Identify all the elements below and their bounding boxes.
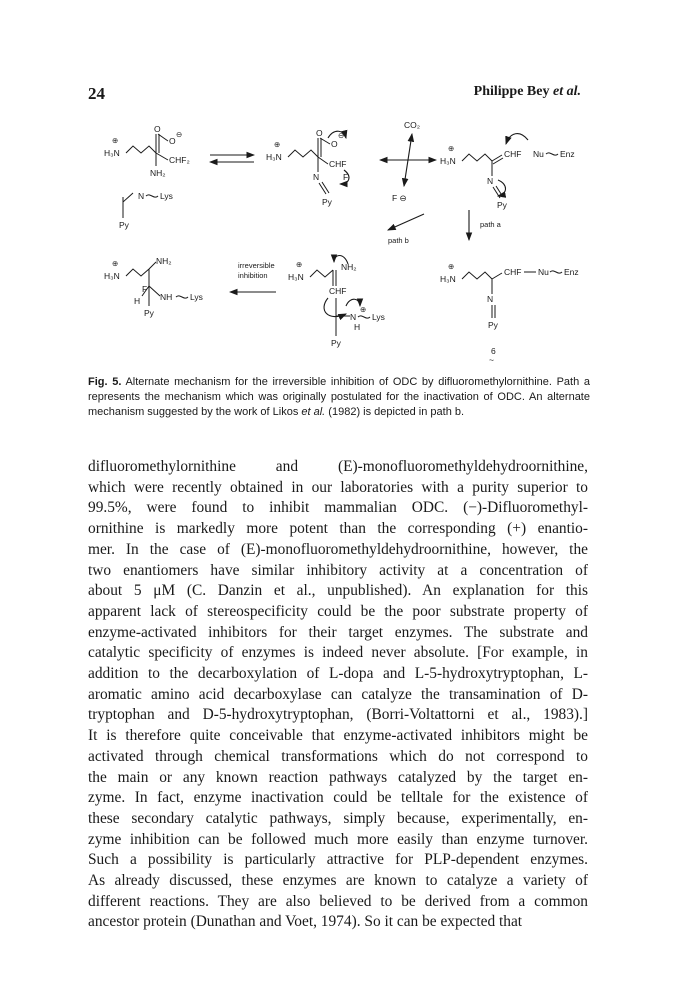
body-line: about 5 μM (C. Danzin et al., unpublished). An explanation for this <box>88 582 588 600</box>
charge-plus: ⊕ <box>360 305 367 314</box>
compound-number-underline: ~ <box>489 355 494 365</box>
body-line: which were recently obtained in our laboratories with a purity superior to <box>88 478 588 496</box>
charge-minus: ⊖ <box>176 130 183 139</box>
group-nu: Nu <box>533 149 544 159</box>
caption-text-2: (1982) is depicted in path b. <box>325 406 465 419</box>
group-nh2: NH₂ <box>150 168 166 178</box>
body-line: Such a possibility is particularly attractive for PLP-dependent enzymes. <box>88 851 588 869</box>
atom-n: N <box>487 176 494 186</box>
label-irreversible: irreversible <box>238 261 275 270</box>
group-enz: Enz <box>560 149 575 159</box>
group-chf: CHF <box>504 267 522 277</box>
atom-f: F <box>343 172 349 182</box>
body-line: difluoromethylornithine and (E)-monofluoromethyldehydroornithine, <box>88 458 588 475</box>
molecule-transimination-intermediate <box>288 256 385 349</box>
charge-minus: ⊖ <box>338 131 345 140</box>
atom-f: F <box>142 284 148 294</box>
label-fluoride: F ⊖ <box>392 193 407 203</box>
group-chf: CHF <box>329 159 347 169</box>
caption-etal: et al. <box>301 406 326 419</box>
charge-plus: ⊕ <box>274 140 281 149</box>
label-path-a: path a <box>480 220 501 229</box>
group-nu: Nu <box>538 267 549 277</box>
body-line: 99.5%, were found to inhibit mammalian ODC. (−)-Difluoromethyl- <box>88 499 588 517</box>
group-enz: Enz <box>564 267 579 277</box>
running-head-author: Philippe Bey <box>473 84 550 99</box>
molecule-irreversible-adduct <box>104 256 203 318</box>
atom-n-imine: N <box>138 191 145 201</box>
atom-o: O <box>154 124 161 134</box>
body-line: activated through chemical transformations which do not correspond to <box>88 747 588 765</box>
group-chf: CHF <box>504 149 522 159</box>
body-line: ornithine is markedly more potent than the corresponding (+) enantio- <box>88 520 588 538</box>
group-py: Py <box>488 320 498 330</box>
atom-o: O <box>316 128 323 138</box>
atom-h: H <box>134 296 141 306</box>
atom-h3n: H₃N <box>440 274 456 284</box>
atom-h3n: H₃N <box>440 156 456 166</box>
residue-lys: Lys <box>372 312 385 322</box>
group-py: Py <box>497 200 507 210</box>
label-inhibition: inhibition <box>238 271 268 280</box>
charge-plus: ⊕ <box>296 260 303 269</box>
charge-plus: ⊕ <box>448 262 455 271</box>
body-text <box>88 457 588 933</box>
compound-number: 6 <box>491 346 496 356</box>
charge-plus: ⊕ <box>112 259 119 268</box>
charge-plus: ⊕ <box>448 144 455 153</box>
body-line: ancestor protein (Dunathan and Voet, 1974). So it can be expected that <box>88 913 523 931</box>
body-line: It is therefore quite conceivable that enzyme-activated inhibitors might be <box>88 727 588 745</box>
group-chf: CHF <box>329 286 347 296</box>
body-paragraph <box>88 457 588 933</box>
atom-o-minus: O <box>331 139 338 149</box>
atom-h3n: H₃N <box>288 272 304 282</box>
group-nh2: NH₂ <box>341 262 357 272</box>
group-py: Py <box>119 220 129 230</box>
caption-text-1: Alternate mechanism for the irreversible inhibition of ODC by difluoromethylornithine. Path a represents the mechanism which was originally postulated for the inactivation of ODC. An alternate mechanism suggested by the work of Likos <box>88 376 590 419</box>
charge-plus: ⊕ <box>112 136 119 145</box>
reaction-scheme-figure <box>88 110 588 370</box>
body-line: enzyme-activated inhibitors for their target enzymes. The substrate and <box>88 623 588 641</box>
group-nh: NH <box>160 292 173 302</box>
group-py: Py <box>331 338 341 348</box>
body-line: mer. In the case of (E)-monofluoromethyldehydroornithine, however, the <box>88 540 588 558</box>
running-head <box>474 84 581 100</box>
label-co2: CO₂ <box>404 120 421 130</box>
atom-h3n: H₃N <box>266 152 282 162</box>
atom-h3n: H₃N <box>104 271 120 281</box>
figure-caption <box>88 375 590 421</box>
residue-lys: Lys <box>160 191 173 201</box>
body-line: two enantiomers have similar inhibitory activity at a concentration of <box>88 561 588 579</box>
body-line: As already discussed, these enzymes are known to catalyze a variety of <box>88 872 588 890</box>
group-chf2: CHF₂ <box>169 155 190 165</box>
group-nh2: NH₂ <box>156 256 172 266</box>
molecule-michael-acceptor <box>440 134 575 210</box>
page-number: 24 <box>88 84 105 103</box>
atom-h: H <box>354 322 361 332</box>
group-py: Py <box>322 197 332 207</box>
body-line: catalytic specificity of enzymes is indeed never absolute. [For example, in <box>88 644 588 662</box>
molecule-dfmo-schiff-base <box>104 124 190 230</box>
label-path-b: path b <box>388 236 409 245</box>
atom-n: N <box>487 294 494 304</box>
atom-o-minus: O <box>169 136 176 146</box>
atom-n: N <box>313 172 320 182</box>
figure-label: Fig. 5. <box>88 376 122 388</box>
body-line: different reactions. They are also believed to be derived from a common <box>88 892 588 910</box>
atom-n: N <box>350 312 357 322</box>
molecule-compound-6 <box>440 262 579 365</box>
body-line: aromatic amino acid decarboxylase can catalyze the transamination of D- <box>88 685 588 703</box>
residue-lys: Lys <box>190 292 203 302</box>
molecule-decarboxylation-intermediate <box>266 128 349 207</box>
atom-h3n: H₃N <box>104 148 120 158</box>
body-line: zyme inhibition can be followed much more easily than enzyme turnover. <box>88 830 588 848</box>
group-py: Py <box>144 308 154 318</box>
body-line: these secondary catalytic pathways, simply because, experimentally, en- <box>88 809 588 827</box>
running-head-etal: et al. <box>553 84 581 99</box>
body-line: zyme. In fact, enzyme inactivation could be telltale for the existence of <box>88 789 588 807</box>
body-line: apparent lack of stereospecificity could be the poor substrate property of <box>88 602 588 620</box>
body-line: addition to the decarboxylation of L-dopa and L-5-hydroxytryptophan, L- <box>88 665 588 683</box>
body-line: the main or any known reaction pathways catalyzed by the target en- <box>88 768 588 786</box>
body-line: tryptophan and D-5-hydroxytryptophan, (Borri-Voltattorni et al., 1983).] <box>88 706 588 724</box>
